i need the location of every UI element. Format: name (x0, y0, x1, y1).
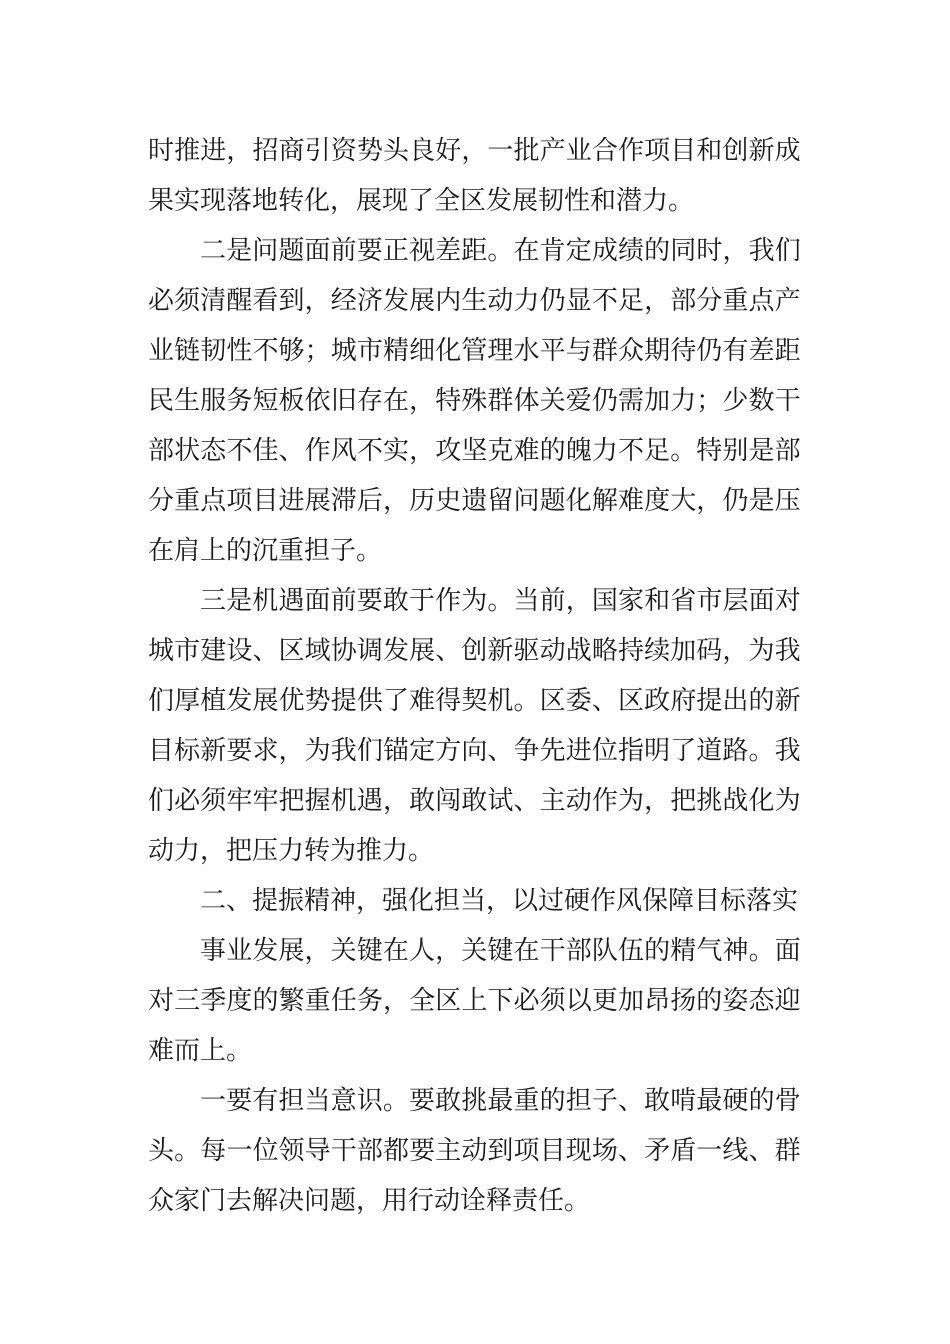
text-line: 众家门去解决问题，用行动诠释责任。 (148, 1186, 591, 1216)
text-line: 必 须 清 醒 看 到 ， 经 济 发 展 内 生 动 力 仍 显 不 足 ， 部 分 重 点 产 (148, 286, 801, 316)
text-line: 分 重 点 项 目 进 展 滞 后 ， 历 史 遗 留 问 题 化 解 难 度 大 ， 仍 是 压 (148, 486, 801, 516)
text-line: 果实现落地转化，展现了全区发展韧性和潜力。 (148, 186, 695, 216)
text-line: 动力，把压力转为推力。 (148, 836, 435, 866)
paragraph-first-line: 三 是 机 遇 面 前 要 敢 于 作 为 。 当 前 ， 国 家 和 省 市 层 面 对 (200, 586, 801, 616)
text-line: 对 三 季 度 的 繁 重 任 务 ， 全 区 上 下 必 须 以 更 加 昂 扬 的 姿 态 迎 (148, 986, 801, 1016)
text-line: 们 厚 植 发 展 优 势 提 供 了 难 得 契 机 。 区 委 、 区 政 府 提 出 的 新 (148, 686, 801, 716)
text-line: 目 标 新 要 求 ， 为 我 们 锚 定 方 向 、 争 先 进 位 指 明 了 道 路 。 我 (148, 736, 801, 766)
text-line: 们 必 须 牢 牢 把 握 机 遇 ， 敢 闯 敢 试 、 主 动 作 为 ， 把 挑 战 化 为 (148, 786, 801, 816)
text-line: 城 市 建 设 、 区 域 协 调 发 展 、 创 新 驱 动 战 略 持 续 加 码 ， 为 我 (148, 636, 801, 666)
text-line: 部 状 态 不 佳 、 作 风 不 实 ， 攻 坚 克 难 的 魄 力 不 足 。 特 别 是 部 (148, 436, 801, 466)
paragraph-first-line: 二 是 问 题 面 前 要 正 视 差 距 。 在 肯 定 成 绩 的 同 时 ， 我 们 (200, 236, 801, 266)
text-line: 业 链 韧 性 不 够 ； 城 市 精 细 化 管 理 水 平 与 群 众 期 待 仍 有 差 距 (148, 336, 801, 366)
text-line: 民 生 服 务 短 板 依 旧 存 在 ， 特 殊 群 体 关 爱 仍 需 加 力 ； 少 数 干 (148, 386, 801, 416)
text-line: 难而上。 (148, 1036, 253, 1066)
section-heading: 二、提振精神，强化担当，以过硬作风保障目标落实 (200, 886, 799, 916)
paragraph-first-line: 事 业 发 展 ， 关 键 在 人 ， 关 键 在 干 部 队 伍 的 精 气 神 。 面 (200, 936, 801, 966)
text-line: 时 推 进 ， 招 商 引 资 势 头 良 好 ， 一 批 产 业 合 作 项 目 和 创 新 成 (148, 136, 801, 166)
paragraph-first-line: 一 要 有 担 当 意 识 。 要 敢 挑 最 重 的 担 子 、 敢 啃 最 硬 的 骨 (200, 1086, 801, 1116)
text-line: 在肩上的沉重担子。 (148, 536, 383, 566)
text-line: 头 。 每 一 位 领 导 干 部 都 要 主 动 到 项 目 现 场 、 矛 盾 一 线 、 群 (148, 1136, 801, 1166)
